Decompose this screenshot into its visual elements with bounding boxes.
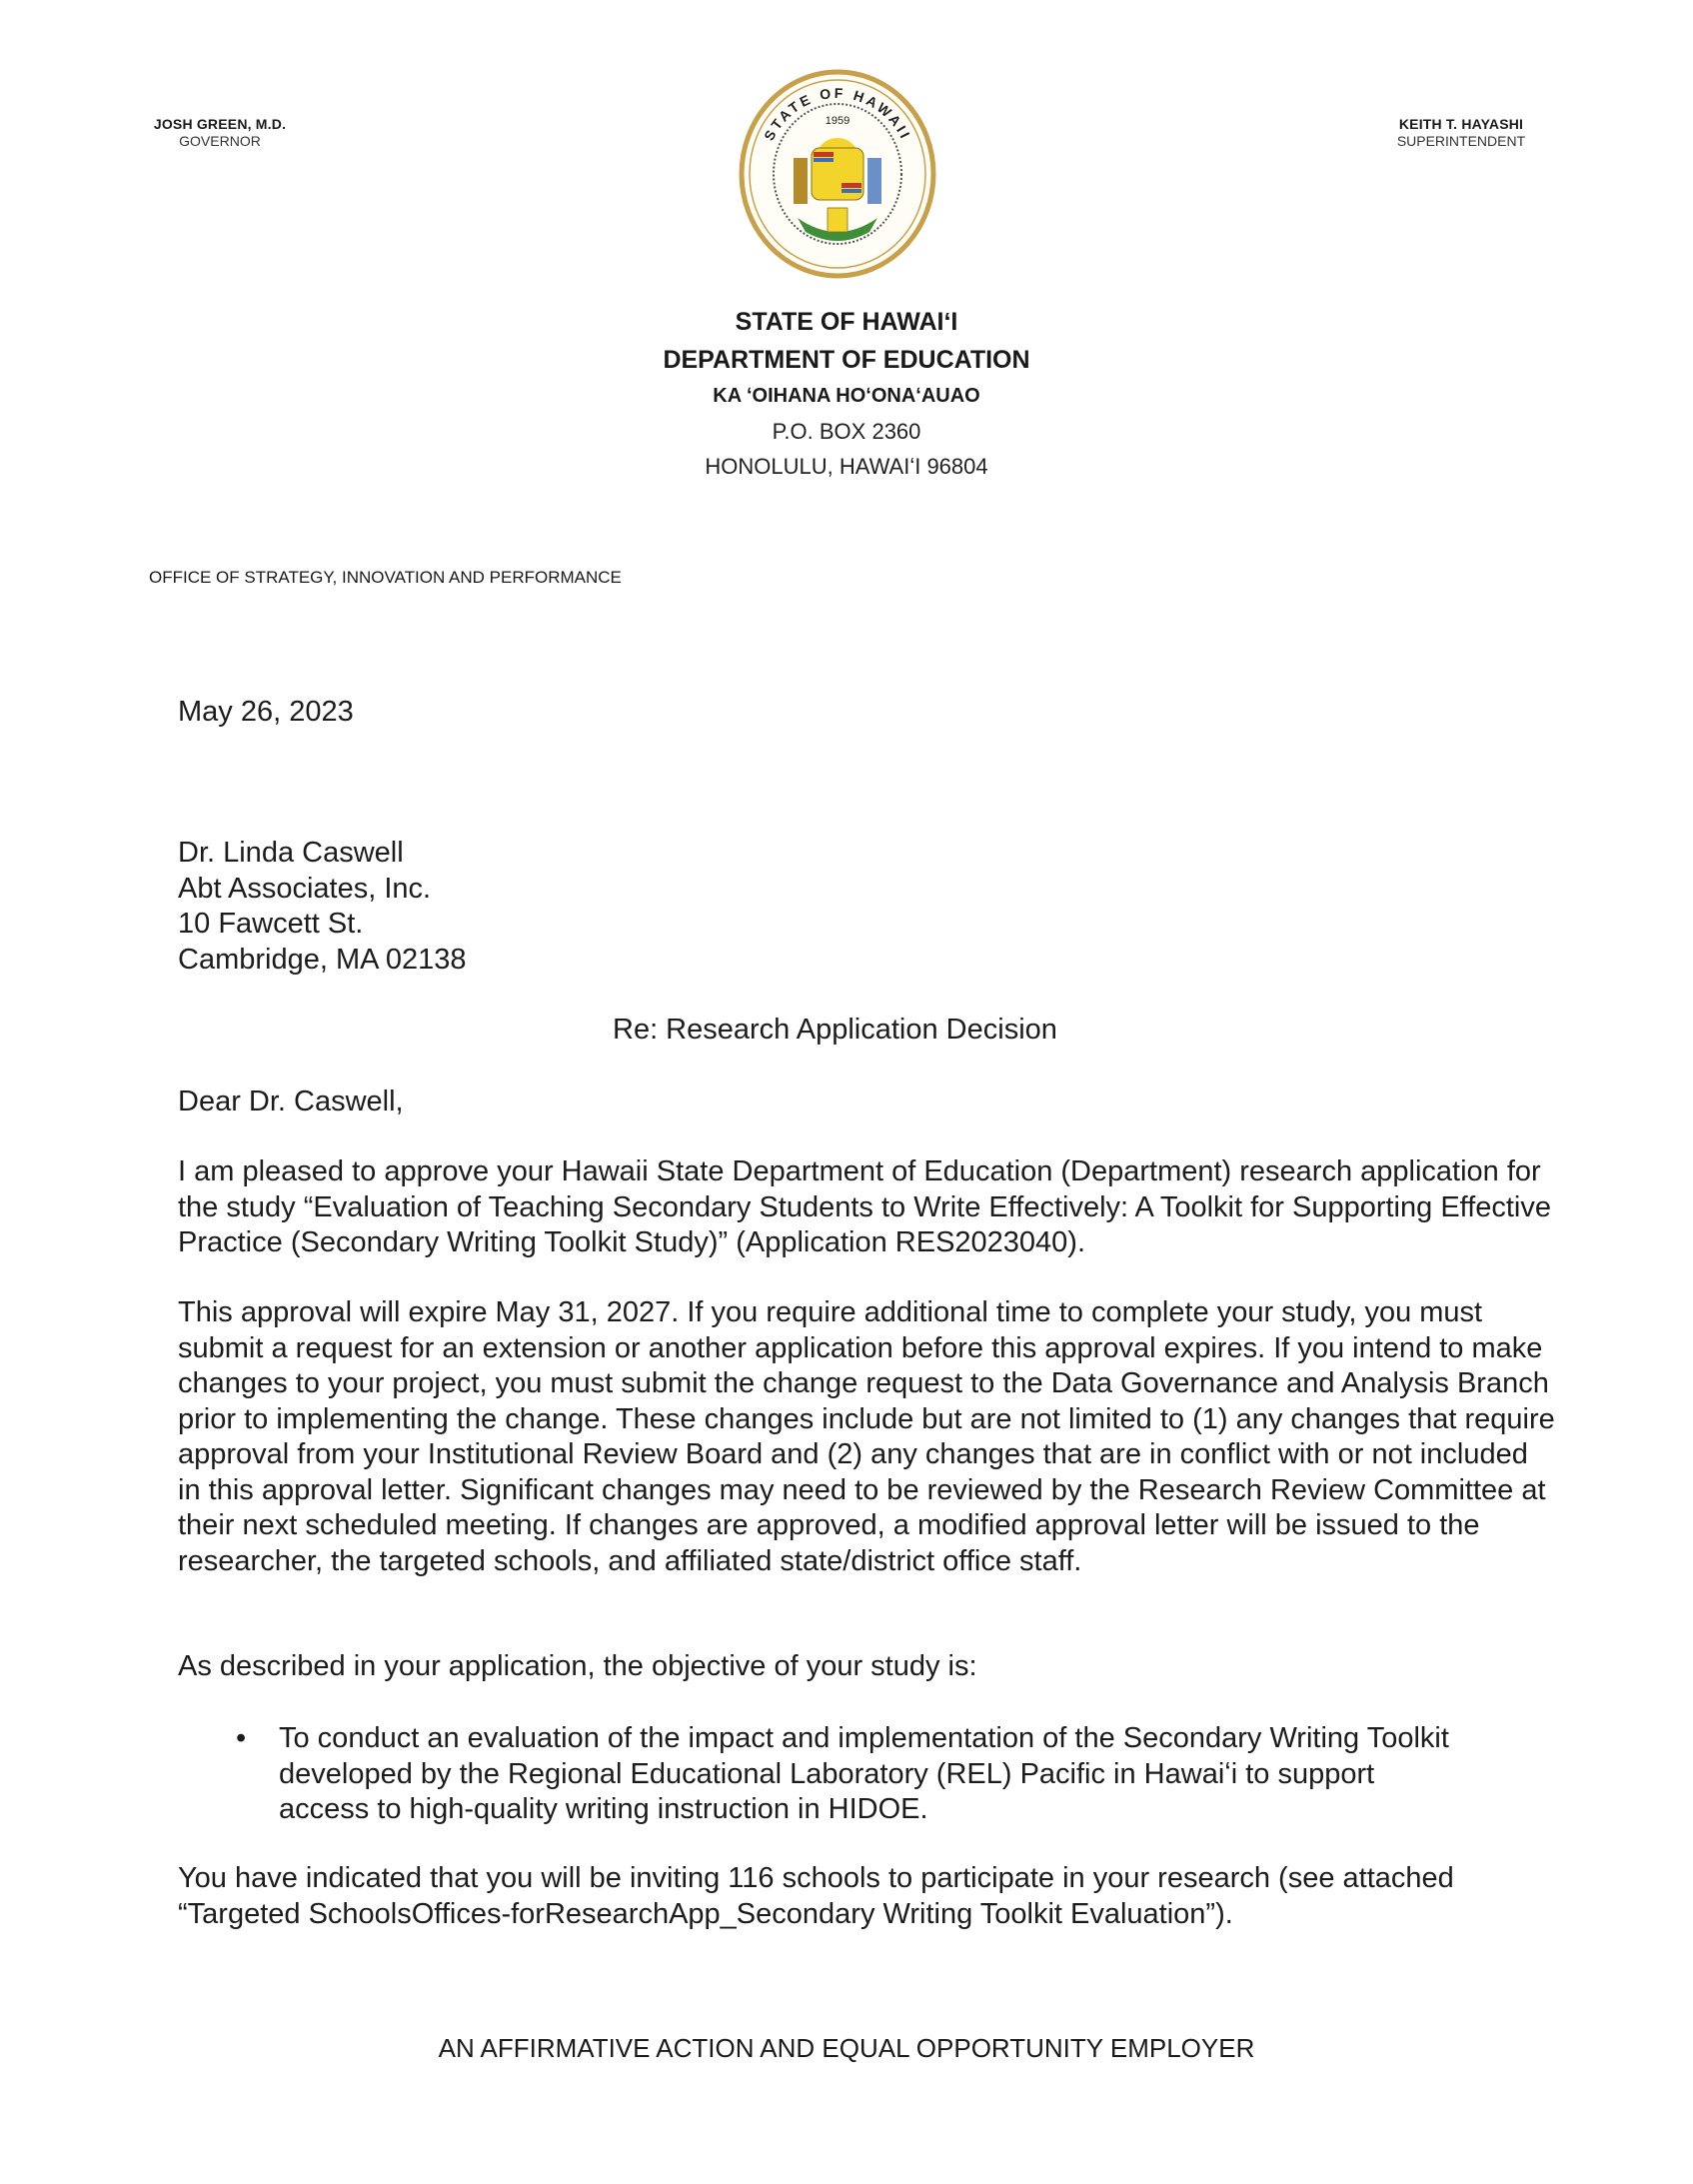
subject-line: Re: Research Application Decision xyxy=(613,1014,1057,1046)
office-name: OFFICE OF STRATEGY, INNOVATION AND PERFORMANCE xyxy=(149,568,622,587)
svg-text:1959: 1959 xyxy=(825,115,850,127)
superintendent-title: SUPERINTENDENT xyxy=(1396,133,1526,149)
recipient-organization: Abt Associates, Inc. xyxy=(178,872,432,905)
governor-title: GOVERNOR xyxy=(179,133,261,149)
superintendent-name: KEITH T. HAYASHI xyxy=(1398,116,1524,132)
recipient-address xyxy=(178,836,1557,978)
agency-state: STATE OF HAWAIʻI xyxy=(735,308,958,336)
agency-department: DEPARTMENT OF EDUCATION xyxy=(663,346,1030,374)
paragraph-objective-intro: As described in your application, the objective of your study is: xyxy=(178,1650,977,1682)
paragraph-expiration: This approval will expire May 31, 2027. If you require additional time to complete your study, you must submit a request for an extension or another application before this approval expires. If you intend to make changes to your project, you must submit the change request to the Data Governance and Analysis Branch prior to implementing the change. These changes include but are not limited to (1) any changes that require approval from your Institutional Review Board and (2) any changes that are in conflict with or not included in this approval letter. Significant changes may need to be reviewed by the Research Review Committee at their next scheduled meeting. If changes are approved, a modified approval letter will be issued to the researcher, the targeted schools, and affiliated state/district office staff. xyxy=(178,1296,1555,1577)
governor-block xyxy=(130,116,310,150)
recipient-name: Dr. Linda Caswell xyxy=(178,837,404,869)
agency-hawaiian-name: KA ʻOIHANA HOʻONAʻAUAO xyxy=(713,385,980,407)
paragraph-approval: I am pleased to approve your Hawaii State Department of Education (Department) research application for the study “Evaluation of Teaching Secondary Students to Write Effectively: A Toolkit for Supporting Effective Practice (Secondary Writing Toolkit Study)” (Application RES2023040). xyxy=(178,1155,1552,1258)
svg-text:STATE OF HAWAII: STATE OF HAWAII xyxy=(761,84,914,144)
state-seal-icon xyxy=(738,68,937,280)
recipient-city: Cambridge, MA 02138 xyxy=(178,943,467,976)
superintendent-block xyxy=(1371,116,1551,150)
governor-name: JOSH GREEN, M.D. xyxy=(153,116,287,132)
footer-statement: AN AFFIRMATIVE ACTION AND EQUAL OPPORTUNITY EMPLOYER xyxy=(438,2033,1255,2063)
paragraph-schools: You have indicated that you will be inviting 116 schools to participate in your research (see attached “Targeted SchoolsOffices-forResearchApp_Secondary Writing Toolkit Evaluation”). xyxy=(178,1862,1454,1930)
salutation: Dear Dr. Caswell, xyxy=(178,1086,404,1117)
agency-city: HONOLULU, HAWAIʻI 96804 xyxy=(705,454,988,479)
bullet-marker: • xyxy=(236,1722,247,1754)
recipient-street: 10 Fawcett St. xyxy=(178,908,364,940)
letter-date: May 26, 2023 xyxy=(178,696,354,728)
bullet-objective: To conduct an evaluation of the impact and implementation of the Secondary Writing Toolkit developed by the Regional Educational Laboratory (REL) Pacific in Hawaiʻi to support access to high-quality writing instruction in HIDOE. xyxy=(279,1722,1449,1825)
agency-po-box: P.O. BOX 2360 xyxy=(772,419,921,444)
